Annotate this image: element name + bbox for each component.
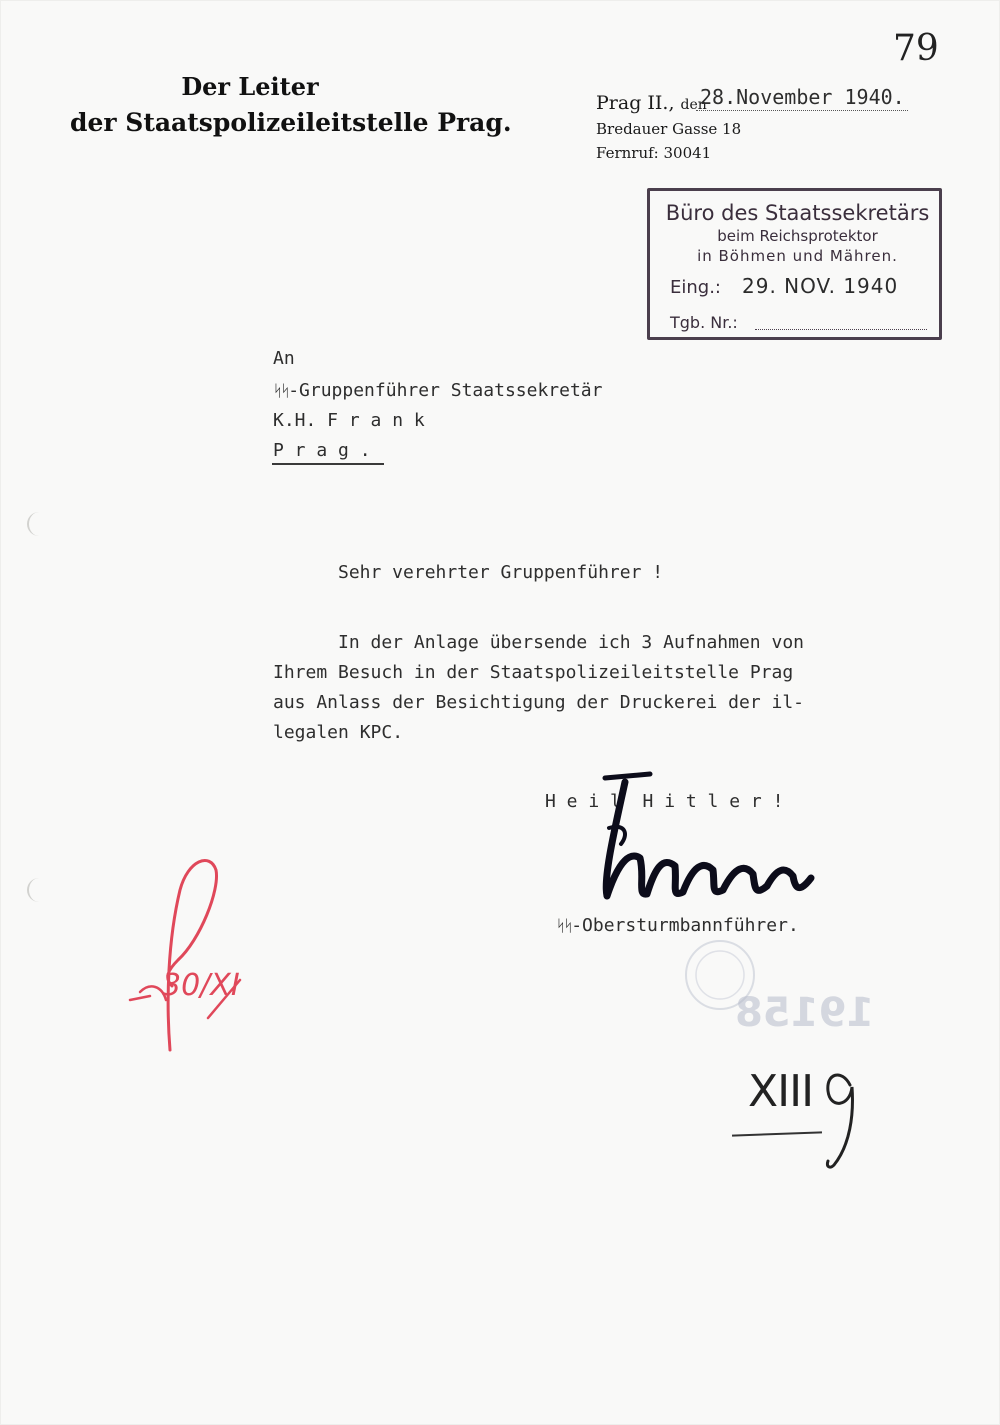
- stamp-eing-label: Eing.:: [670, 277, 721, 298]
- recipient-underline: [272, 463, 384, 465]
- date-dotted-line: [696, 110, 908, 111]
- file-mark-handwritten-g: [820, 1065, 860, 1175]
- ss-rune: ᛋᛋ: [273, 381, 289, 400]
- red-initial-annotation: [120, 850, 260, 1060]
- folio-number: 79: [893, 28, 939, 69]
- punch-hole-mark: [27, 512, 43, 536]
- body-line: In der Anlage übersende ich 3 Aufnahmen von: [338, 632, 804, 653]
- recipient-line-1: ᛋᛋ-Gruppenführer Staatssekretär: [273, 380, 603, 401]
- recipient-line-3: P r a g .: [273, 440, 371, 461]
- closing-heil: H e i l H i t l e r !: [545, 791, 784, 812]
- street-address: Bredauer Gasse 18: [596, 120, 742, 138]
- ss-rune: ᛋᛋ: [556, 916, 572, 935]
- stamp-tgb-label: Tgb. Nr.:: [670, 313, 738, 332]
- recipient-an: An: [273, 348, 295, 369]
- file-mark-roman: XIII: [748, 1066, 814, 1117]
- stamp-line-2: beim Reichsprotektor: [717, 227, 878, 245]
- body-line: Ihrem Besuch in der Staatspolizeileitstelle Prag: [273, 662, 794, 683]
- receipt-stamp: [647, 188, 942, 340]
- punch-hole-mark: [27, 878, 43, 902]
- salutation: Sehr verehrter Gruppenführer !: [338, 562, 664, 583]
- place-label: Prag II., den: [596, 92, 707, 114]
- stamp-line-1: Büro des Staatssekretärs: [665, 201, 930, 225]
- body-line: legalen KPC.: [273, 722, 404, 743]
- file-mark-underline: [732, 1131, 822, 1136]
- body-line: aus Anlass der Besichtigung der Druckerei der il-: [273, 692, 805, 713]
- stamp-eing-date: 29. NOV. 1940: [742, 274, 899, 298]
- letterhead-line-1: Der Leiter: [181, 72, 319, 101]
- handwritten-signature: [585, 768, 835, 918]
- red-date-annotation: 30/XI: [162, 968, 240, 1003]
- stamp-line-3: in Böhmen und Mähren.: [697, 247, 898, 265]
- recipient-line-2: K.H. F r a n k: [273, 410, 425, 431]
- letterhead-line-2: der Staatspolizeileitstelle Prag.: [70, 108, 512, 137]
- stamp-dotted-line: [755, 329, 927, 330]
- letter-date: 28.November 1940.: [700, 85, 905, 109]
- mirrored-number-stamp: 19158: [735, 990, 875, 1036]
- phone-number: Fernruf: 30041: [596, 144, 712, 162]
- signer-rank: ᛋᛋ-Obersturmbannführer.: [556, 915, 799, 936]
